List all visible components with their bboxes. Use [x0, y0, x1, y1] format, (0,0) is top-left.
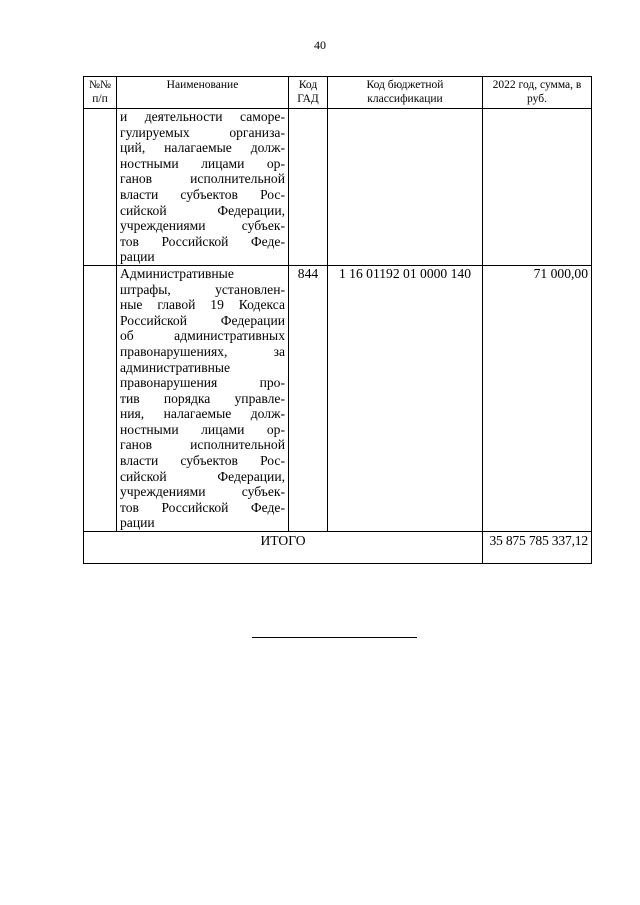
row-num	[84, 265, 117, 531]
name-line: тив порядка управле-	[120, 390, 285, 406]
header-sum: 2022 год, сумма, в руб.	[483, 77, 592, 109]
name-line: тов Российской Феде-	[120, 499, 285, 515]
name-line: учреждениями субъек-	[120, 484, 285, 500]
name-line: административные	[120, 359, 231, 375]
name-line: рации	[120, 249, 155, 265]
row-bk: 1 16 01192 01 0000 140	[328, 265, 483, 531]
row-gad	[289, 109, 328, 266]
name-line: учреждениями субъек-	[120, 218, 285, 234]
name-line: штрафы, установлен-	[120, 281, 285, 297]
header-gad: Код ГАД	[289, 77, 328, 109]
name-line: власти субъектов Рос-	[120, 453, 285, 469]
name-line: ций, налагаемые долж-	[120, 140, 285, 156]
header-num: №№ п/п	[84, 77, 117, 109]
table-row	[84, 265, 592, 531]
row-bk	[328, 109, 483, 266]
table-header-row	[84, 77, 592, 109]
name-line: правонарушениях, за	[120, 343, 285, 359]
name-line: ния, налагаемые долж-	[120, 406, 285, 422]
name-line: рации	[120, 515, 155, 531]
row-name	[117, 109, 289, 266]
row-sum	[483, 109, 592, 266]
name-line: ганов исполнительной	[120, 171, 285, 187]
total-label: ИТОГО	[84, 532, 483, 564]
name-line: Российской Федерации	[120, 312, 285, 328]
footer-divider	[252, 637, 417, 638]
row-sum: 71 000,00	[483, 265, 592, 531]
total-sum: 35 875 785 337,12	[483, 532, 592, 564]
header-name: Наименование	[117, 77, 289, 109]
name-line: власти субъектов Рос-	[120, 186, 285, 202]
name-line: ные главой 19 Кодекса	[120, 297, 285, 313]
name-line: и деятельности саморе-	[120, 109, 285, 124]
name-line: сийской Федерации,	[120, 468, 285, 484]
header-bk: Код бюджетной классификации	[328, 77, 483, 109]
name-line: правонарушения про-	[120, 375, 285, 391]
name-line: тов Российской Феде-	[120, 233, 285, 249]
page-number: 40	[314, 38, 326, 52]
name-line: сийской Федерации,	[120, 202, 285, 218]
row-num	[84, 109, 117, 266]
row-name	[117, 265, 289, 531]
name-line: об административных	[120, 328, 285, 344]
name-line: ганов исполнительной	[120, 437, 285, 453]
name-line: Административные	[120, 265, 234, 281]
table-row	[84, 109, 592, 266]
budget-table	[83, 76, 592, 564]
row-gad: 844	[289, 265, 328, 531]
name-line: ностными лицами ор-	[120, 421, 285, 437]
total-row	[84, 532, 592, 564]
name-line: гулируемых организа-	[120, 124, 285, 140]
name-line: ностными лицами ор-	[120, 155, 285, 171]
